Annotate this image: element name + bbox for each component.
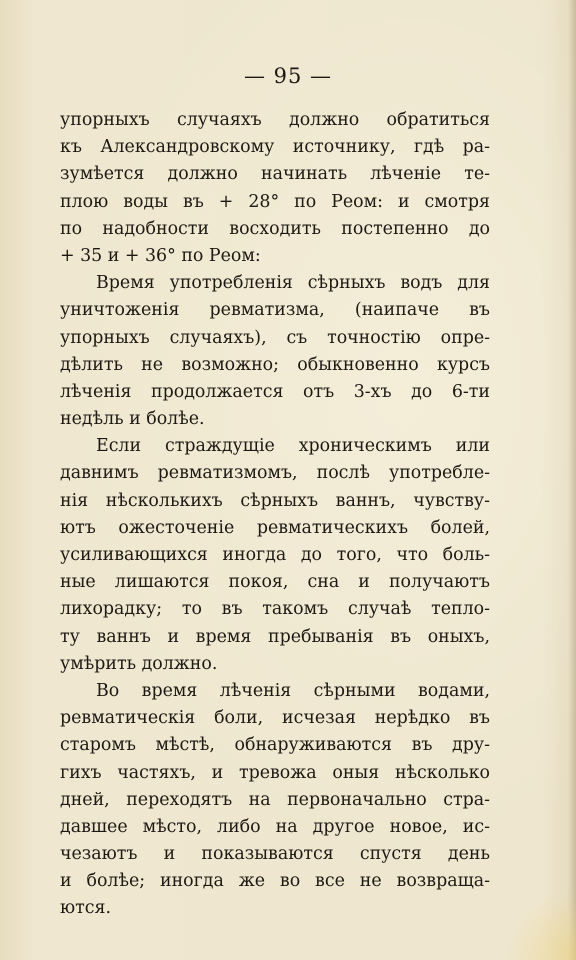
text-line: умѣрить должно. [60, 653, 218, 674]
text-line: упорныхъ случаяхъ), съ точностію опре- [60, 327, 490, 348]
corner-stain [506, 890, 576, 960]
text-line: старомъ мѣстѣ, обнаруживаются въ дру- [60, 735, 490, 756]
text-line: + 35 и + 36° по Реом: [60, 245, 261, 266]
text-line: лѣченія продолжается отъ 3-хъ до 6-ти [60, 381, 490, 402]
paragraph-start-line: Если страждущіе хроническимъ или [96, 436, 490, 457]
text-line: къ Александровскому источнику, гдѣ ра- [60, 137, 490, 158]
text-line: и болѣе; иногда же во все не возвраща- [60, 871, 490, 892]
text-line: усиливающихся иногда до того, что боль- [60, 545, 490, 565]
text-line: гихъ частяхъ, и тревожа оныя нѣсколько [60, 762, 490, 783]
text-line: упорныхъ случаяхъ должно обратиться [60, 110, 490, 130]
text-line: дѣлить не возможно; обыкновенно курсъ [60, 354, 490, 375]
text-line: давнимъ ревматизмомъ, послѣ употребле- [60, 463, 490, 484]
page-edge-shadow [568, 0, 576, 960]
text-line: уничтоженія ревматизма, (наипаче въ [60, 300, 490, 321]
text-line: ту ваннъ и время пребыванія въ оныхъ, [60, 626, 490, 647]
text-line: ные лишаются покоя, сна и получаютъ [60, 572, 490, 593]
text-line: ются. [60, 898, 112, 919]
text-line: давшее мѣсто, либо на другое новое, ис- [60, 816, 490, 837]
paragraph-start-line: Во время лѣченія сѣрными водами, [96, 680, 490, 701]
paragraph-start-line: Время употребленія сѣрныхъ водъ для [96, 273, 490, 294]
text-line: недѣль и болѣе. [60, 409, 205, 430]
text-line: дней, переходятъ на первоначально стра- [60, 789, 490, 810]
text-line: по надобности восходить постепенно до [60, 218, 490, 239]
text-line: чезаютъ и показываются спустя день [60, 844, 490, 865]
text-line: лихорадку; то въ такомъ случаѣ тепло- [60, 599, 490, 620]
text-line: нія нѣсколькихъ сѣрныхъ ваннъ, чувству- [60, 490, 490, 511]
text-line: ревматическія боли, исчезая нерѣдко въ [60, 708, 490, 729]
page-number: — 95 — [243, 64, 333, 88]
body-text [60, 107, 490, 923]
text-line: зумѣется должно начинать лѣченіе те- [60, 164, 490, 185]
text-line: плою воды въ + 28° по Реом: и смотря [60, 191, 490, 212]
text-line: ютъ ожесточеніе ревматическихъ болей, [60, 517, 490, 538]
